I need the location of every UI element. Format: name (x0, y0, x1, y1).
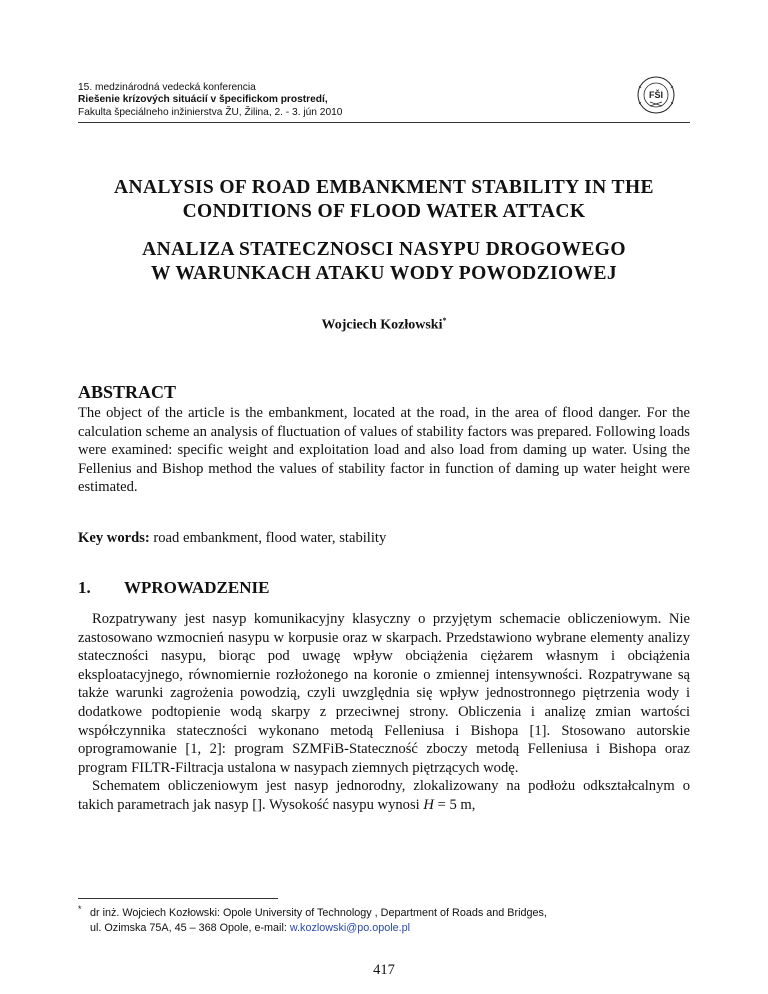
section-heading (78, 578, 269, 598)
keywords-text: road embankment, flood water, stability (149, 530, 387, 546)
footnote-line1: dr inż. Wojciech Kozłowski: Opole University of Technology , Department of Roads and Bridges, (90, 907, 547, 919)
footnote-email-link[interactable]: w.kozlowski@po.opole.pl (289, 922, 411, 934)
footnote-address: ul. Ozimska 75A, 45 – 368 Opole, e-mail: (90, 922, 290, 934)
footnote-mark: * (78, 904, 82, 914)
title-polish-line1: ANALIZA STATECZNOSCI NASYPU DROGOWEGO (142, 239, 626, 260)
page-number: 417 (373, 962, 395, 978)
faculty-logo-icon (626, 74, 686, 116)
title-polish-line2: W WARUNKACH ATAKU WODY POWODZIOWEJ (150, 263, 618, 284)
title-english (78, 176, 690, 224)
intro-paragraph-1: Rozpatrywany jest nasyp komunikacyjny klasyczny o przyjętym schemacie obliczeniowym. Nie zastosowano wzmocnień nasypu w korpusie oraz w skarpach. Przedstawiono wybrane elementy analizy stateczności nasypu, biorąc pod uwagę wpływ obciążenia ciężarem własnym i obciążenia eksploatacyjnego, równomiernie rozłożonego na koronie o zmiennej intensywności. Rozpatrywane są także warunki zagrożenia powodzią, czyli uwzględnia się wpływ jednostronnego piętrzenia wody i dodatkowe podtopienie wodą skarpy z przeciwnej strony. Obliczenia i analizę zmian wartości współczynnika stateczności wykonano metodą Felleniusa i Bishopa [1]. Stosowano autorskie oprogramowanie [1, 2]: program SZMFiB-Stateczność zboczy metodą Felleniusa i Bishopa oraz program FILTR-Filtracja ustalona w nasypach ziemnych piętrzących wodę. (78, 611, 690, 776)
intro-variable-h: H (423, 796, 434, 813)
intro-paragraph-2-end: = 5 m, (433, 796, 476, 813)
keywords (78, 529, 690, 548)
introduction-body (78, 610, 690, 815)
keywords-label: Key words: (78, 530, 150, 546)
section-title: WPROWADZENIE (124, 578, 270, 597)
abstract-heading: ABSTRACT (78, 382, 177, 402)
title-english-line1: ANALYSIS OF ROAD EMBANKMENT STABILITY IN THE (114, 177, 654, 198)
intro-paragraph-2 (78, 777, 690, 814)
author-text: Wojciech Kozłowski (321, 317, 443, 333)
conference-title: 15. medzinárodná vedecká konferencia (78, 82, 256, 93)
abstract-text: The object of the article is the embankment, located at the road, in the area of flood danger. For the calculation scheme an analysis of fluctuation of values of stability factors was prepared. Following loads were examined: specific weight and exploitation load and also load from daming up water. Using the Fellenius and Bishop method the values of stability factor in function of daming up water height were estimated. (78, 405, 690, 496)
conference-venue: Fakulta špeciálneho inžinierstva ŽU, Žilina, 2. - 3. jún 2010 (78, 106, 343, 118)
footnote (78, 906, 690, 936)
author-name (78, 316, 690, 334)
footnote-divider (78, 898, 278, 899)
intro-paragraph-2-start: Schematem obliczeniowym jest nasyp jednorodny, zlokalizowany na podłożu odkształcalnym o takich parametrach jak nasyp []. Wysokość nasypu wynosi (78, 778, 690, 813)
conference-theme: Riešenie krízových situácií v špecifickom prostredí, (78, 94, 328, 106)
logo-text: FŠI (648, 90, 664, 100)
footnote-line2 (90, 921, 690, 936)
title-polish (78, 238, 690, 286)
title-english-line2: CONDITIONS OF FLOOD WATER ATTACK (182, 201, 586, 222)
conference-header (78, 82, 690, 123)
author-footnote-mark: * (442, 316, 447, 325)
section-number: 1. (78, 578, 91, 597)
